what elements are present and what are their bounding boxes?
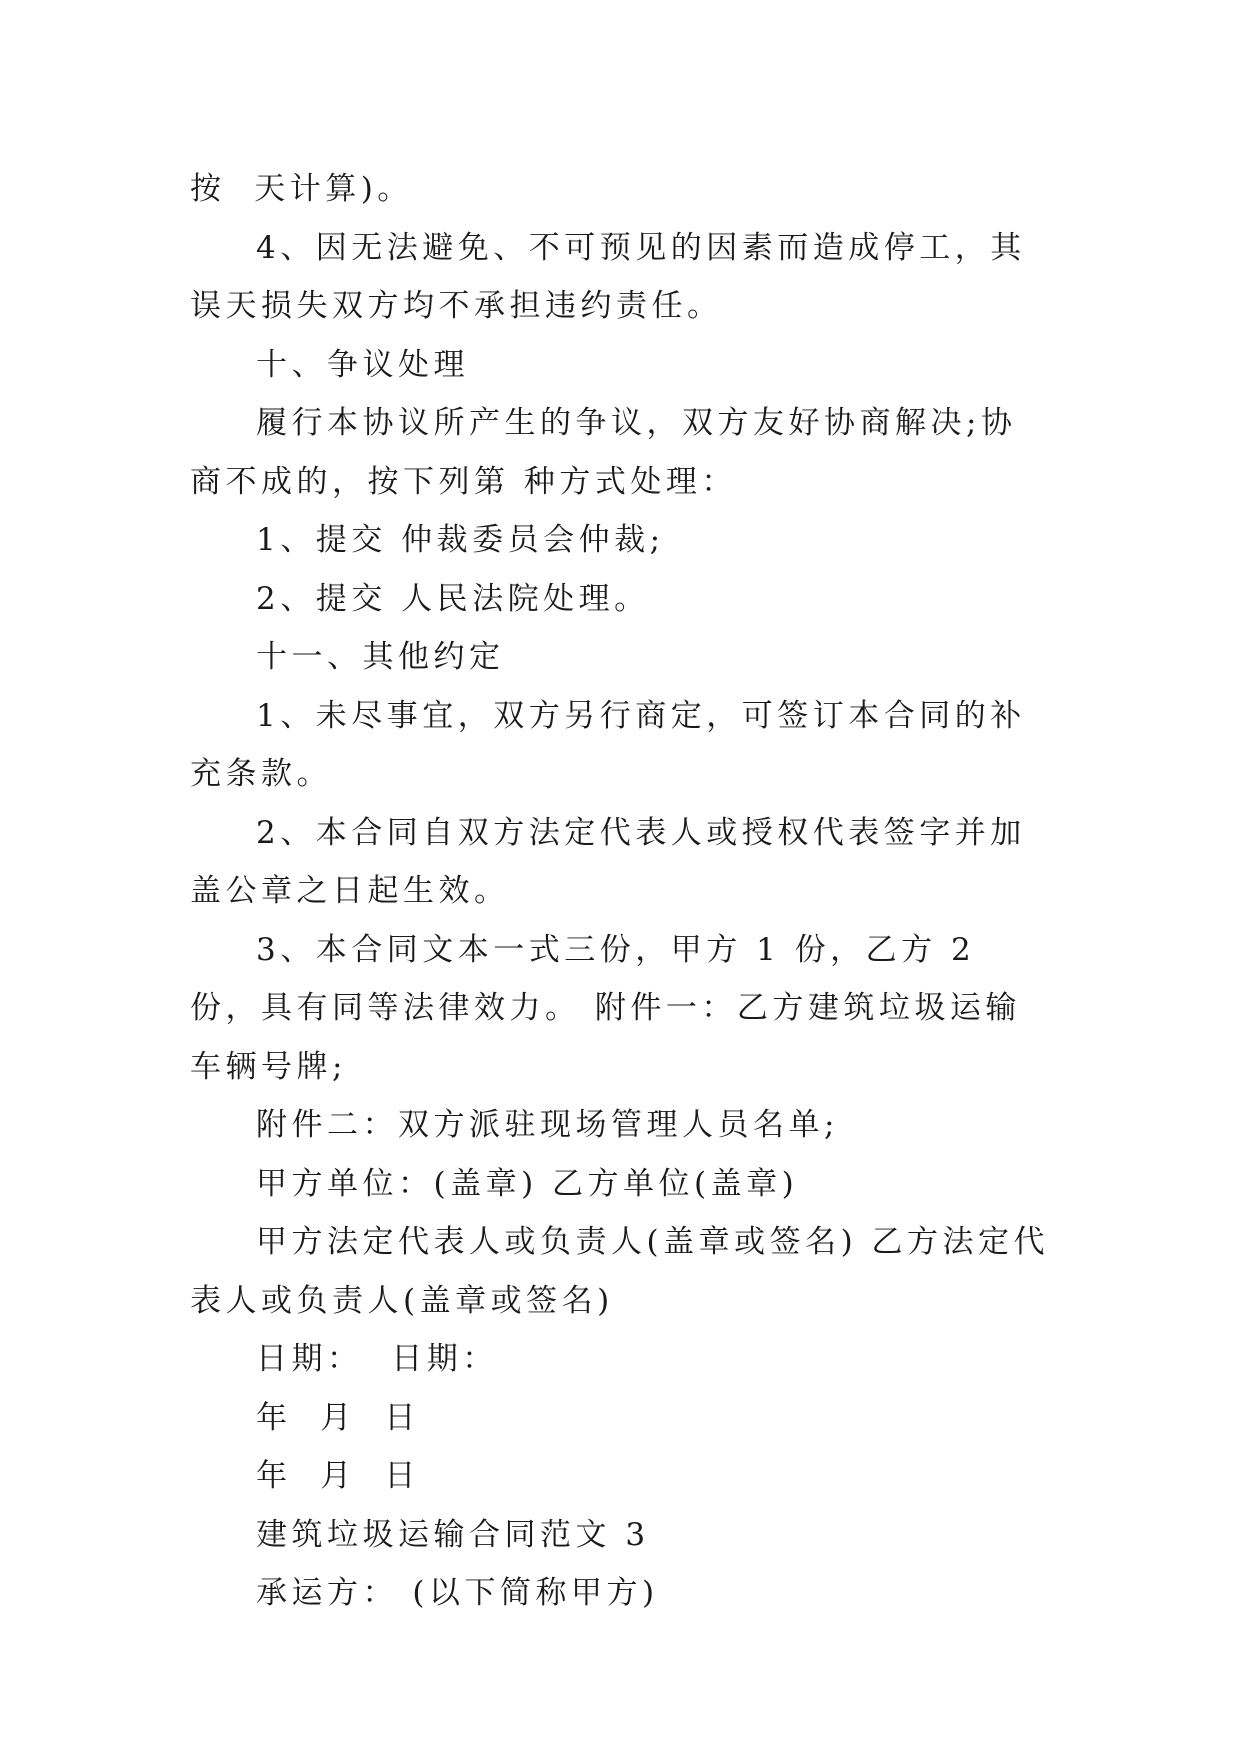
paragraph: 按 天计算)。 bbox=[190, 171, 413, 207]
list-item: 2、本合同自双方法定代表人或授权代表签字并加盖公章之日起生效。 bbox=[190, 814, 1026, 909]
section-heading: 十一、其他约定 bbox=[256, 639, 505, 675]
paragraph: 承运方： (以下简称甲方) bbox=[256, 1575, 659, 1611]
signature-line: 甲方单位：(盖章) 乙方单位(盖章) bbox=[256, 1165, 799, 1202]
document-title: 建筑垃圾运输合同范文 3 bbox=[256, 1516, 650, 1553]
list-item: 1、未尽事宜，双方另行商定，可签订本合同的补充条款。 bbox=[190, 697, 1026, 792]
paragraph: 履行本协议所产生的争议，双方友好协商解决;协商不成的，按下列第 种方式处理： bbox=[190, 405, 1017, 500]
paragraph: 附件二：双方派驻现场管理人员名单; bbox=[256, 1107, 839, 1143]
date-line: 年 月 日 bbox=[256, 1399, 420, 1436]
date-line: 年 月 日 bbox=[256, 1458, 420, 1494]
date-line: 日期： 日期： bbox=[256, 1341, 498, 1377]
paragraph: 4、因无法避免、不可预见的因素而造成停工，其误天损失双方均不承担违约责任。 bbox=[190, 229, 1026, 324]
signature-line: 甲方法定代表人或负责人(盖章或签名) 乙方法定代表人或负责人(盖章或签名) bbox=[190, 1224, 1050, 1319]
list-item: 3、本合同文本一式三份，甲方 1 份，乙方 2 份，具有同等法律效力。 附件一：乙方建筑垃圾运输车辆号牌; bbox=[190, 931, 1021, 1085]
list-item: 2、提交 人民法院处理。 bbox=[256, 580, 650, 617]
document-body bbox=[190, 160, 1050, 1623]
section-heading: 十、争议处理 bbox=[256, 346, 469, 383]
list-item: 1、提交 仲裁委员会仲裁; bbox=[256, 522, 665, 558]
